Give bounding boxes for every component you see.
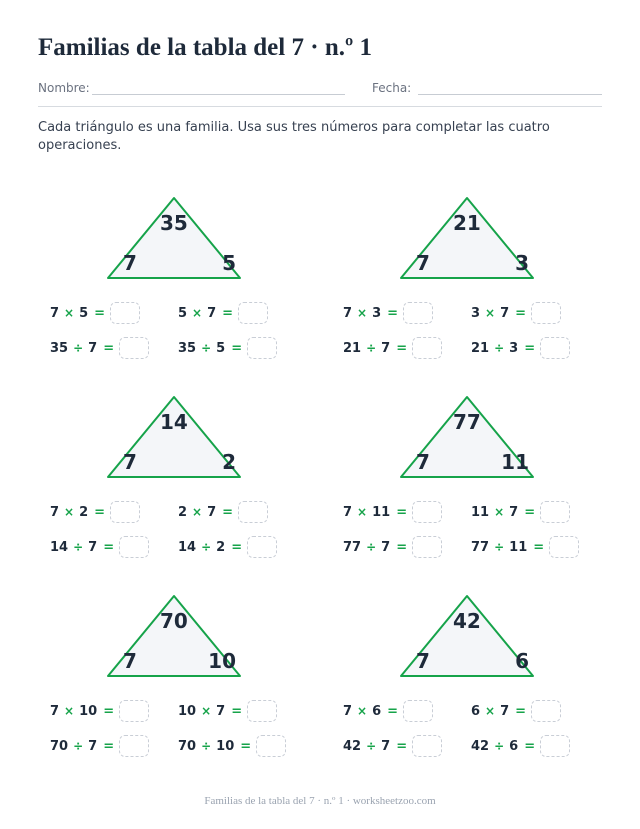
fact-family-3 (38, 394, 338, 594)
answer-box[interactable] (119, 337, 149, 359)
triangle-right-number: 10 (208, 649, 236, 673)
operand-b: 7 (509, 504, 519, 520)
answer-box[interactable] (238, 302, 268, 324)
divide-sign: ÷ (201, 540, 212, 554)
operand-a: 77 (343, 539, 362, 555)
operand-a: 14 (50, 539, 69, 555)
operand-b: 6 (372, 703, 382, 719)
operand-b: 10 (79, 703, 98, 719)
operand-a: 2 (178, 504, 188, 520)
triangle-right-number: 2 (222, 450, 236, 474)
answer-box[interactable] (256, 735, 286, 757)
operand-a: 11 (471, 504, 490, 520)
triangle-left-number: 7 (416, 251, 430, 275)
answer-box[interactable] (531, 302, 561, 324)
equation (50, 501, 140, 523)
answer-box[interactable] (403, 302, 433, 324)
operand-a: 3 (471, 305, 481, 321)
multiply-sign: × (64, 505, 75, 519)
operand-a: 10 (178, 703, 197, 719)
equals-sign: = (396, 539, 408, 555)
answer-box[interactable] (119, 700, 149, 722)
operand-b: 7 (381, 539, 391, 555)
divide-sign: ÷ (366, 739, 377, 753)
page-title: Familias de la tabla del 7 · n.º 1 (38, 34, 372, 61)
equation (471, 536, 579, 558)
operand-b: 7 (207, 504, 217, 520)
equals-sign: = (524, 340, 536, 356)
triangle-left-number: 7 (123, 251, 137, 275)
answer-box[interactable] (412, 501, 442, 523)
divide-sign: ÷ (73, 540, 84, 554)
equation (471, 735, 570, 757)
name-label: Nombre: (38, 81, 90, 95)
operand-a: 7 (343, 305, 353, 321)
answer-box[interactable] (540, 735, 570, 757)
triangle-top-number: 14 (160, 410, 188, 434)
answer-box[interactable] (412, 536, 442, 558)
multiply-sign: × (201, 704, 212, 718)
operand-b: 2 (79, 504, 89, 520)
fact-family-1 (38, 195, 338, 395)
equation (471, 302, 561, 324)
triangle-right-number: 6 (515, 649, 529, 673)
operand-b: 7 (88, 539, 98, 555)
divide-sign: ÷ (201, 341, 212, 355)
operand-b: 7 (500, 305, 510, 321)
equals-sign: = (533, 539, 545, 555)
operand-b: 7 (381, 738, 391, 754)
date-field[interactable] (418, 94, 602, 95)
answer-box[interactable] (247, 337, 277, 359)
fact-family-6 (331, 593, 631, 793)
equals-sign: = (222, 305, 234, 321)
fact-family-2 (331, 195, 631, 395)
operand-b: 10 (216, 738, 235, 754)
answer-box[interactable] (540, 501, 570, 523)
equals-sign: = (396, 340, 408, 356)
divide-sign: ÷ (73, 739, 84, 753)
equation (343, 501, 442, 523)
triangle-top-number: 70 (160, 609, 188, 633)
answer-box[interactable] (403, 700, 433, 722)
triangle (38, 195, 338, 285)
equals-sign: = (387, 305, 399, 321)
operand-b: 11 (372, 504, 391, 520)
operand-a: 6 (471, 703, 481, 719)
equals-sign: = (396, 738, 408, 754)
operand-b: 7 (381, 340, 391, 356)
equation (178, 700, 277, 722)
triangle (331, 593, 631, 683)
operand-b: 3 (372, 305, 382, 321)
equation (178, 302, 268, 324)
equals-sign: = (222, 504, 234, 520)
multiply-sign: × (192, 505, 203, 519)
equation (178, 337, 277, 359)
operand-b: 11 (509, 539, 528, 555)
equation (471, 501, 570, 523)
multiply-sign: × (357, 704, 368, 718)
equals-sign: = (103, 539, 115, 555)
operand-b: 7 (88, 340, 98, 356)
triangle-top-number: 35 (160, 211, 188, 235)
equation (178, 501, 268, 523)
operand-b: 6 (509, 738, 519, 754)
multiply-sign: × (357, 505, 368, 519)
divide-sign: ÷ (494, 739, 505, 753)
equals-sign: = (231, 539, 243, 555)
multiply-sign: × (494, 505, 505, 519)
triangle-top-number: 42 (453, 609, 481, 633)
divide-sign: ÷ (201, 739, 212, 753)
triangle (331, 195, 631, 285)
answer-box[interactable] (412, 735, 442, 757)
header-divider (38, 106, 602, 107)
equation (343, 735, 442, 757)
answer-box[interactable] (119, 735, 149, 757)
triangle-left-number: 7 (416, 649, 430, 673)
triangle (38, 394, 338, 484)
equation (343, 536, 442, 558)
operand-a: 7 (50, 504, 60, 520)
operand-a: 42 (343, 738, 362, 754)
answer-box[interactable] (247, 536, 277, 558)
fact-family-4 (331, 394, 631, 594)
operand-a: 14 (178, 539, 197, 555)
equation (50, 700, 149, 722)
equals-sign: = (231, 703, 243, 719)
equation (50, 735, 149, 757)
multiply-sign: × (485, 306, 496, 320)
answer-box[interactable] (110, 302, 140, 324)
equals-sign: = (524, 504, 536, 520)
equals-sign: = (103, 703, 115, 719)
equals-sign: = (103, 738, 115, 754)
equals-sign: = (387, 703, 399, 719)
operand-b: 5 (216, 340, 226, 356)
equals-sign: = (524, 738, 536, 754)
triangle-left-number: 7 (123, 649, 137, 673)
answer-box[interactable] (238, 501, 268, 523)
answer-box[interactable] (110, 501, 140, 523)
operand-a: 7 (343, 703, 353, 719)
equation (471, 337, 570, 359)
equation (343, 700, 433, 722)
triangle-right-number: 3 (515, 251, 529, 275)
multiply-sign: × (64, 704, 75, 718)
equation (50, 337, 149, 359)
multiply-sign: × (357, 306, 368, 320)
fact-family-5 (38, 593, 338, 793)
equals-sign: = (231, 340, 243, 356)
operand-a: 35 (50, 340, 69, 356)
equals-sign: = (515, 703, 527, 719)
triangle (331, 394, 631, 484)
divide-sign: ÷ (366, 341, 377, 355)
operand-b: 3 (509, 340, 519, 356)
operand-a: 77 (471, 539, 490, 555)
operand-b: 7 (500, 703, 510, 719)
operand-a: 42 (471, 738, 490, 754)
equals-sign: = (240, 738, 252, 754)
operand-a: 21 (471, 340, 490, 356)
equation (50, 302, 140, 324)
name-field[interactable] (92, 94, 345, 95)
equals-sign: = (94, 504, 106, 520)
operand-a: 21 (343, 340, 362, 356)
divide-sign: ÷ (366, 540, 377, 554)
triangle-left-number: 7 (416, 450, 430, 474)
operand-a: 70 (50, 738, 69, 754)
triangle-right-number: 5 (222, 251, 236, 275)
equation (50, 536, 149, 558)
equation (178, 536, 277, 558)
operand-a: 5 (178, 305, 188, 321)
multiply-sign: × (64, 306, 75, 320)
operand-b: 7 (216, 703, 226, 719)
equals-sign: = (103, 340, 115, 356)
operand-a: 7 (343, 504, 353, 520)
divide-sign: ÷ (494, 341, 505, 355)
triangle (38, 593, 338, 683)
answer-box[interactable] (412, 337, 442, 359)
divide-sign: ÷ (494, 540, 505, 554)
equation (343, 337, 442, 359)
equals-sign: = (515, 305, 527, 321)
equation (471, 700, 561, 722)
triangle-top-number: 21 (453, 211, 481, 235)
equation (343, 302, 433, 324)
answer-box[interactable] (549, 536, 579, 558)
triangle-right-number: 11 (501, 450, 529, 474)
answer-box[interactable] (119, 536, 149, 558)
operand-a: 7 (50, 703, 60, 719)
instructions: Cada triángulo es una familia. Usa sus tres números para completar las cuatro operaciones. (38, 120, 550, 153)
date-label: Fecha: (372, 81, 412, 95)
multiply-sign: × (192, 306, 203, 320)
answer-box[interactable] (247, 700, 277, 722)
operand-b: 5 (79, 305, 89, 321)
operand-b: 7 (207, 305, 217, 321)
answer-box[interactable] (540, 337, 570, 359)
multiply-sign: × (485, 704, 496, 718)
operand-a: 35 (178, 340, 197, 356)
triangle-left-number: 7 (123, 450, 137, 474)
equation (178, 735, 286, 757)
triangle-top-number: 77 (453, 410, 481, 434)
equals-sign: = (396, 504, 408, 520)
footer: Familias de la tabla del 7 · n.º 1 · worksheetzoo.com (204, 795, 436, 807)
divide-sign: ÷ (73, 341, 84, 355)
operand-a: 70 (178, 738, 197, 754)
operand-b: 7 (88, 738, 98, 754)
operand-b: 2 (216, 539, 226, 555)
operand-a: 7 (50, 305, 60, 321)
answer-box[interactable] (531, 700, 561, 722)
equals-sign: = (94, 305, 106, 321)
